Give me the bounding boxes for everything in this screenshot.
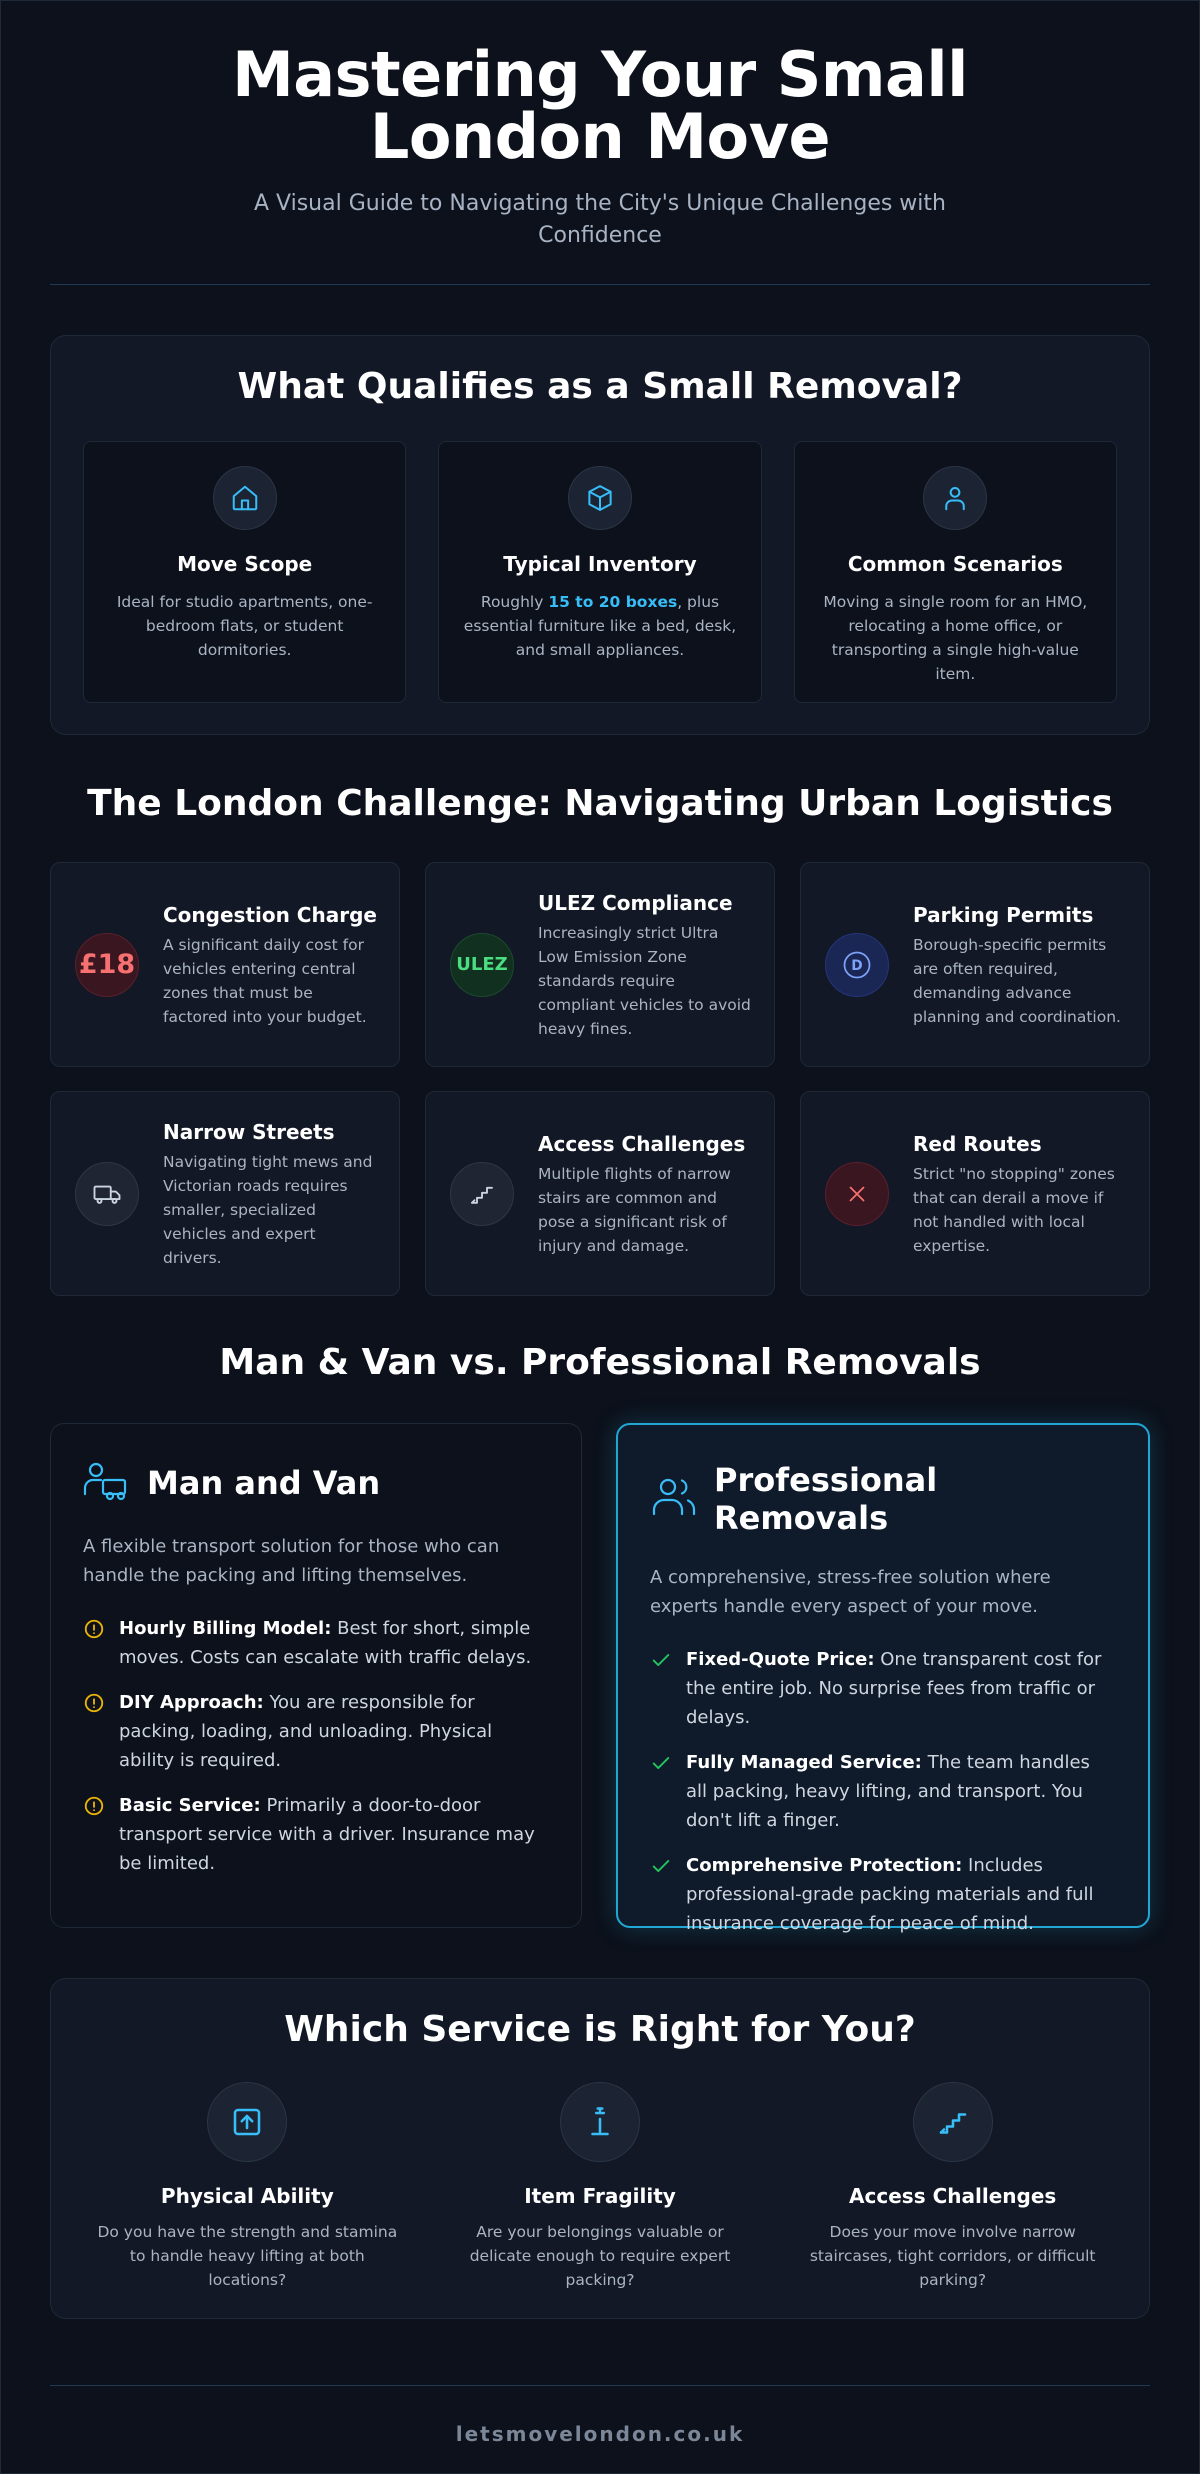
list-item [83,1614,549,1672]
qualify-section [50,335,1150,735]
man-and-van-intro: A flexible transport solution for those who can handle the packing and lifting themselves. [83,1536,500,1586]
which-col-fragility [424,2082,777,2292]
compare-grid [50,1423,1150,1934]
qualify-card-text: Moving a single room for an HMO, relocating a home office, or transporting a single high-value item. [823,593,1088,683]
challenge-card-ulez [425,862,775,1067]
warning-icon [83,1791,105,1820]
which-col-title: Access Challenges [849,2184,1057,2208]
divider [50,284,1150,285]
svg-text:D: D [851,957,863,974]
item-bold: Basic Service: [119,1795,261,1816]
stairs-icon [450,1162,514,1226]
team-icon [650,1476,698,1522]
challenge-card-text: Strict "no stopping" zones that can derail a move if not handled with local expertise. [913,1164,1115,1255]
which-col-title: Physical Ability [160,2184,334,2208]
qualify-title: What Qualifies as a Small Removal? [237,366,963,407]
item-bold: Hourly Billing Model: [119,1618,332,1639]
item-text: One transparent cost for the entire job. No surprise fees from traffic or delays. [686,1649,1102,1728]
challenge-card-parking [800,862,1150,1067]
user-icon [923,466,987,530]
challenge-card-title: Access Challenges [538,1131,746,1156]
challenge-card-title: ULEZ Compliance [538,890,733,915]
challenge-card-narrow [50,1091,400,1296]
challenge-card-title: Red Routes [913,1131,1042,1156]
which-col-text: Do you have the strength and stamina to handle heavy lifting at both locations? [97,2223,398,2289]
truck-icon [75,1162,139,1226]
man-and-van-card [50,1423,582,1928]
which-col-text: Does your move involve narrow staircases, tight corridors, or difficult parking? [809,2223,1096,2289]
check-icon [650,1748,672,1777]
footer-divider [50,2385,1150,2386]
qualify-card-title: Typical Inventory [503,552,697,576]
item-bold: DIY Approach: [119,1692,264,1713]
text-after: , plus essential furniture like a bed, desk, and small appliances. [463,593,737,659]
item-bold: Fixed-Quote Price: [686,1649,875,1670]
stairs-icon [913,2082,993,2162]
list-item [650,1748,1116,1835]
qualify-card-title: Move Scope [177,552,313,576]
professional-removals-intro: A comprehensive, stress-free solution where experts handle every aspect of your move. [650,1567,1051,1617]
challenge-grid [50,862,1150,1296]
which-col-access [776,2082,1129,2292]
challenge-card-title: Parking Permits [913,902,1094,927]
professional-removals-card [616,1423,1150,1934]
challenge-card-text: Navigating tight mews and Victorian roads requires smaller, specialized vehicles and expert drivers. [163,1152,373,1267]
challenge-card-text: A significant daily cost for vehicles entering central zones that must be factored into your budget. [163,935,367,1026]
qualify-card-text [463,590,736,662]
qualify-card-title: Common Scenarios [847,552,1063,576]
list-item [83,1688,549,1775]
home-icon [213,466,277,530]
challenge-card-text: Increasingly strict Ultra Low Emission Zone standards require compliant vehicles to avoid heavy fines. [538,923,751,1038]
highlight-count: 15 to 20 boxes [548,593,678,611]
challenge-card-congestion [50,862,400,1067]
text-before: Roughly [480,593,549,611]
hero [50,0,1150,252]
list-item [650,1645,1116,1732]
warning-icon [83,1688,105,1717]
man-and-van-title: Man and Van [147,1464,381,1502]
cross-icon [825,1162,889,1226]
ulez-icon: ULEZ [450,933,514,997]
list-item [650,1851,1116,1938]
fragile-glass-icon [560,2082,640,2162]
item-text: The team handles all packing, heavy lifting, and transport. You don't lift a finger. [686,1752,1090,1831]
box-icon [568,466,632,530]
item-bold: Comprehensive Protection: [686,1855,963,1876]
item-bold: Fully Managed Service: [686,1752,922,1773]
which-col-physical [71,2082,424,2292]
page-content [50,0,1150,2446]
footer-url[interactable]: letsmovelondon.co.uk [455,2422,745,2446]
pound-icon: £18 [75,933,139,997]
parking-permit-icon [825,933,889,997]
item-text: Includes professional-grade packing materials and full insurance coverage for peace of mind. [686,1855,1094,1934]
warning-icon [83,1614,105,1643]
list-item [83,1791,549,1878]
challenge-card-access [425,1091,775,1296]
challenge-card-text: Multiple flights of narrow stairs are common and pose a significant risk of injury and damage. [538,1164,731,1255]
check-icon [650,1851,672,1880]
item-text: You are responsible for packing, loading, and unloading. Physical ability is required. [119,1692,493,1771]
page-subtitle: A Visual Guide to Navigating the City's Unique Challenges with Confidence [254,191,946,248]
item-text: Primarily a door-to-door transport service with a driver. Insurance may be limited. [119,1795,535,1874]
lift-arrow-icon [207,2082,287,2162]
van-person-icon [83,1460,131,1506]
challenge-card-title: Congestion Charge [163,902,377,927]
which-section [50,1978,1150,2319]
challenge-card-redroutes [800,1091,1150,1296]
qualify-card-text: Ideal for studio apartments, one-bedroom flats, or student dormitories. [116,593,373,659]
challenge-card-title: Narrow Streets [163,1119,335,1144]
item-text: Best for short, simple moves. Costs can escalate with traffic delays. [119,1618,532,1668]
challenge-title: The London Challenge: Navigating Urban Logistics [87,783,1113,824]
professional-removals-title: Professional Removals [714,1461,938,1537]
qualify-card-inventory [438,441,761,703]
check-icon [650,1645,672,1674]
qualify-card-scope [83,441,406,703]
challenge-card-text: Borough-specific permits are often required, demanding advance planning and coordination. [913,935,1121,1026]
page-title: Mastering Your Small London Move [232,38,968,173]
compare-title: Man & Van vs. Professional Removals [219,1342,981,1383]
which-col-title: Item Fragility [524,2184,676,2208]
which-title: Which Service is Right for You? [284,2009,916,2050]
which-col-text: Are your belongings valuable or delicate enough to require expert packing? [469,2223,731,2289]
qualify-card-scenarios [794,441,1117,703]
